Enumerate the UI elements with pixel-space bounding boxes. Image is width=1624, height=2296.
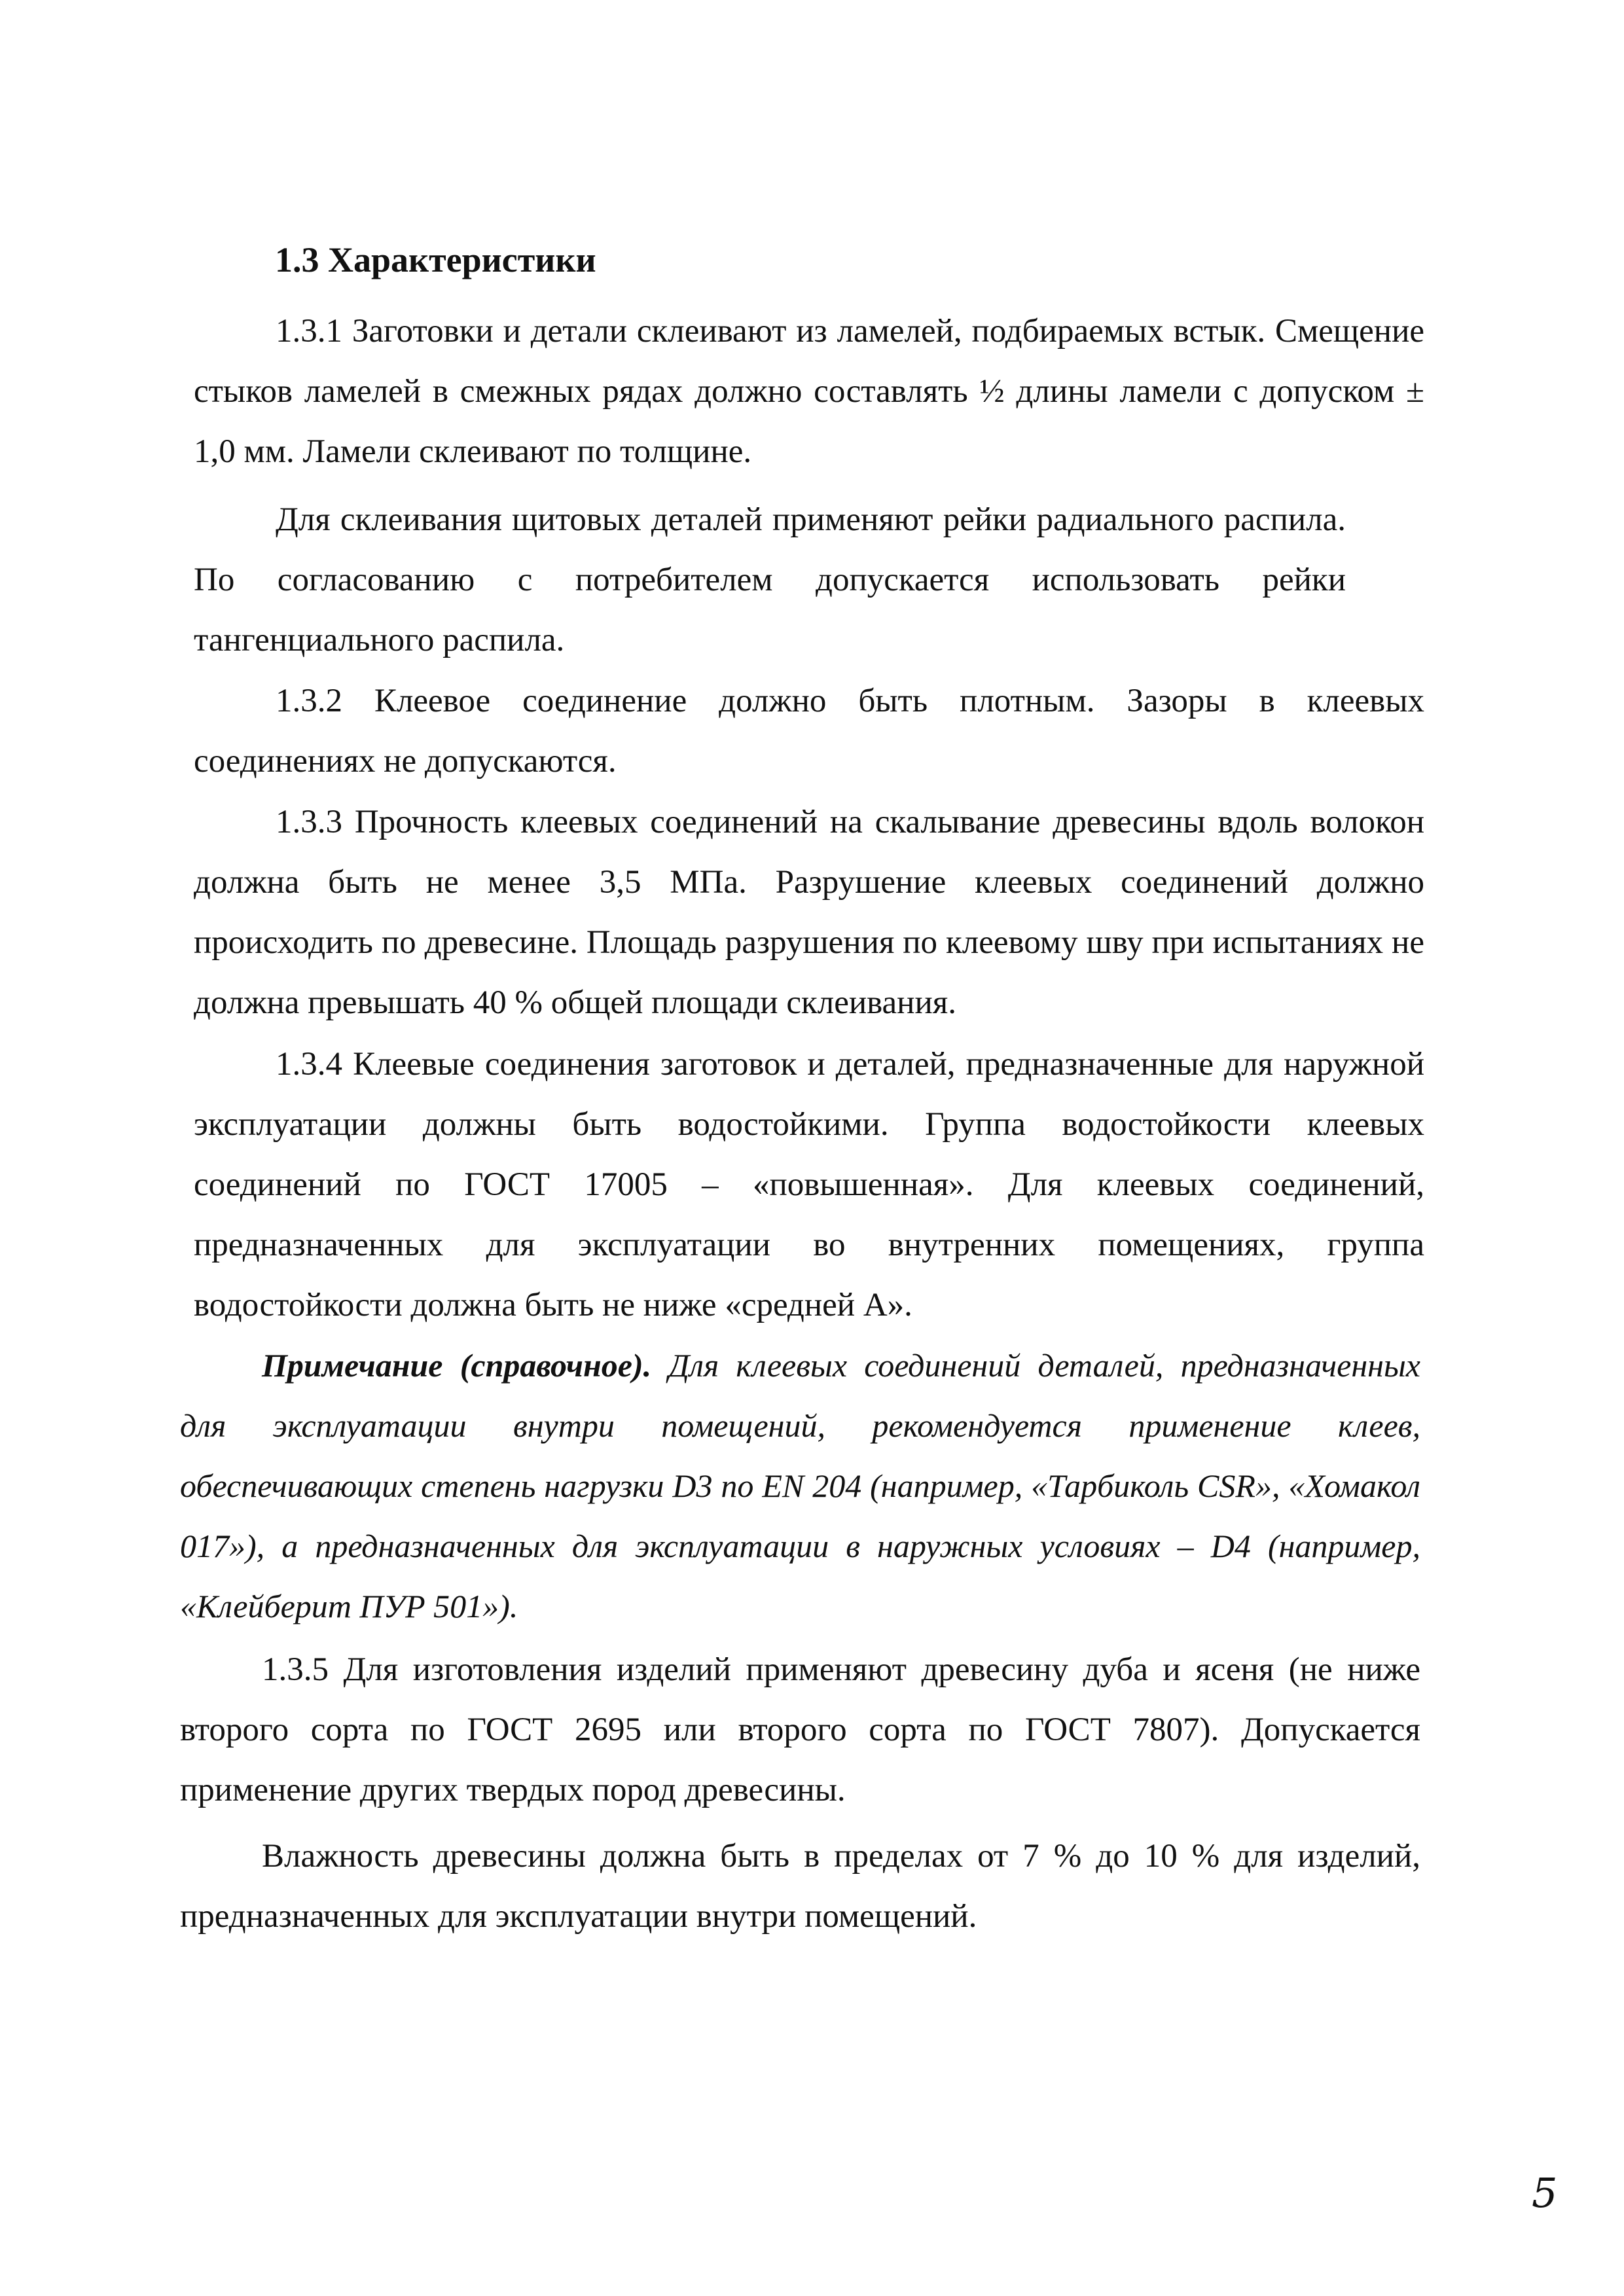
paragraph-moisture: Влажность древесины должна быть в пределах от 7 % до 10 % для изделий, предназначенных для эксплуатации внутри помещений.: [180, 1838, 1420, 1935]
section-heading: 1.3 Характеристики: [275, 240, 596, 279]
page-number: 5: [1532, 2169, 1558, 2217]
paragraph-1-3-2: 1.3.2 Клеевое соединение должно быть плотным. Зазоры в клеевых соединениях не допускаются.: [194, 683, 1424, 780]
paragraph-1-3-4: 1.3.4 Клеевые соединения заготовок и деталей, предназначенные для наружной эксплуатации должны быть водостойкими. Группа водостойкости клеевых соединений по ГОСТ 17005 – «повышенная». Для клеевых соединений, предназначенных для эксплуатации во внутренних помещениях, группа водостойкости должна быть не ниже «средней А».: [194, 1046, 1424, 1323]
paragraph-1-3-1: 1.3.1 Заготовки и детали склеивают из ламелей, подбираемых встык. Смещение стыков ламелей в смежных рядах должно составлять ½ длины ламели с допуском ± 1,0 мм. Ламели склеивают по толщине.: [194, 313, 1424, 470]
note-text: Для клеевых соединений деталей, предназначенных для эксплуатации внутри помещений, рекомендуется применение клеев, обеспечивающих степень нагрузки D3 по EN 204 (например, «Тарбиколь CSR», «Хомакол 017»), а предназначенных для эксплуатации в наружных условиях – D4 (например, «Клейберит ПУР 501»).: [180, 1347, 1420, 1624]
paragraph-radial-cut: Для склеивания щитовых деталей применяют рейки радиального распила. По согласованию с потребителем допускается использовать рейки тангенциального распила.: [194, 501, 1346, 658]
paragraph-1-3-5: 1.3.5 Для изготовления изделий применяют древесину дуба и ясеня (не ниже второго сорта по ГОСТ 2695 или второго сорта по ГОСТ 7807). Допускается применение других твердых пород древесины.: [180, 1651, 1420, 1808]
reference-note: [180, 1335, 1420, 1636]
note-label: Примечание (справочное).: [262, 1347, 652, 1384]
paragraph-1-3-3: 1.3.3 Прочность клеевых соединений на скалывание древесины вдоль волокон должна быть не менее 3,5 МПа. Разрушение клеевых соединений должно происходить по древесине. Площадь разрушения по клеевому шву при испытаниях не должна превышать 40 % общей площади склеивания.: [194, 804, 1424, 1021]
